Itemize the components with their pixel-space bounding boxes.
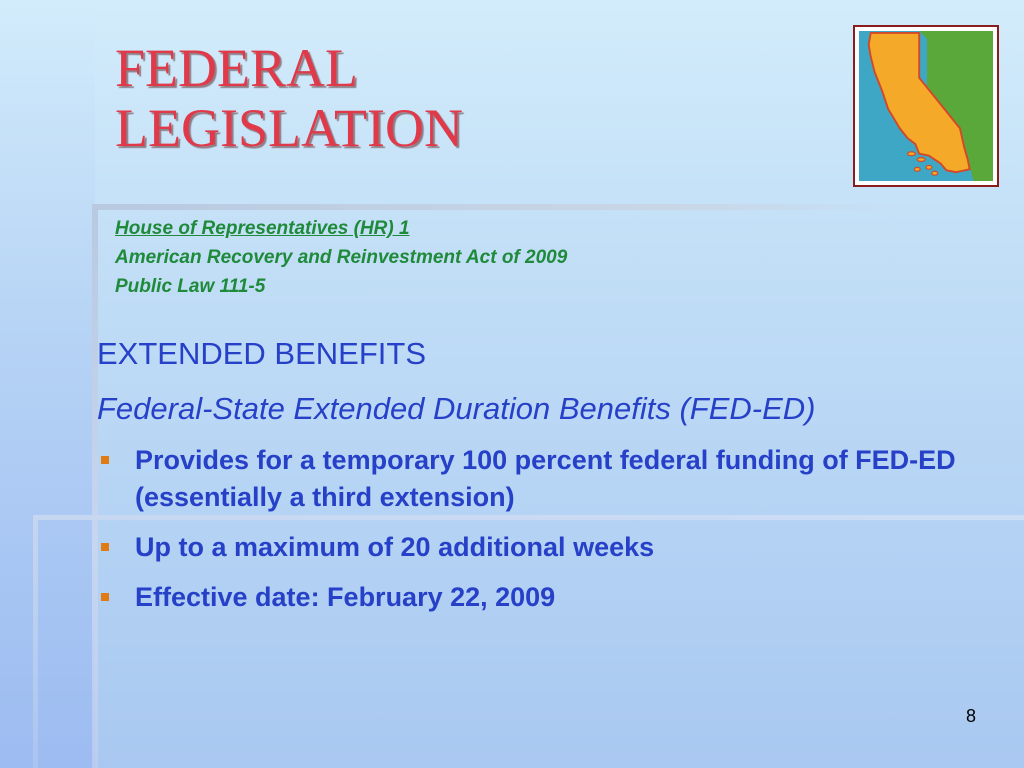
island-shape	[914, 167, 920, 171]
background-band	[0, 0, 95, 768]
bullet-text: Up to a maximum of 20 additional weeks	[135, 532, 655, 562]
page-number: 8	[966, 706, 977, 726]
california-map-icon	[853, 25, 999, 187]
bullet-item	[97, 529, 1007, 566]
public-law-number: Public Law 111-5	[115, 276, 266, 297]
island-shape	[908, 152, 916, 156]
slide-title	[115, 38, 463, 158]
island-shape	[926, 165, 932, 169]
section-heading: EXTENDED BENEFITS	[97, 336, 426, 371]
bullet-item	[97, 579, 1007, 616]
bill-name: House of Representatives (HR) 1	[115, 218, 410, 239]
bullet-item	[97, 442, 1007, 516]
square-bullet-icon	[101, 456, 109, 464]
island-shape	[932, 171, 938, 175]
act-name: American Recovery and Reinvestment Act of 2009	[115, 247, 568, 268]
square-bullet-icon	[101, 543, 109, 551]
island-shape	[917, 158, 925, 162]
bullet-text: Effective date: February 22, 2009	[135, 582, 556, 612]
bullet-list	[97, 442, 1007, 629]
california-map-graphic	[859, 31, 993, 181]
slide-title-line: FEDERAL	[115, 38, 358, 98]
square-bullet-icon	[101, 593, 109, 601]
decorative-line	[33, 515, 38, 768]
bullet-text: Provides for a temporary 100 percent federal funding of FED-ED (essentially a third extension)	[135, 445, 956, 512]
decorative-line	[95, 204, 913, 210]
section-subheading: Federal-State Extended Duration Benefits (FED-ED)	[97, 391, 816, 426]
legislation-reference	[115, 214, 567, 301]
slide-title-line: LEGISLATION	[115, 98, 463, 158]
